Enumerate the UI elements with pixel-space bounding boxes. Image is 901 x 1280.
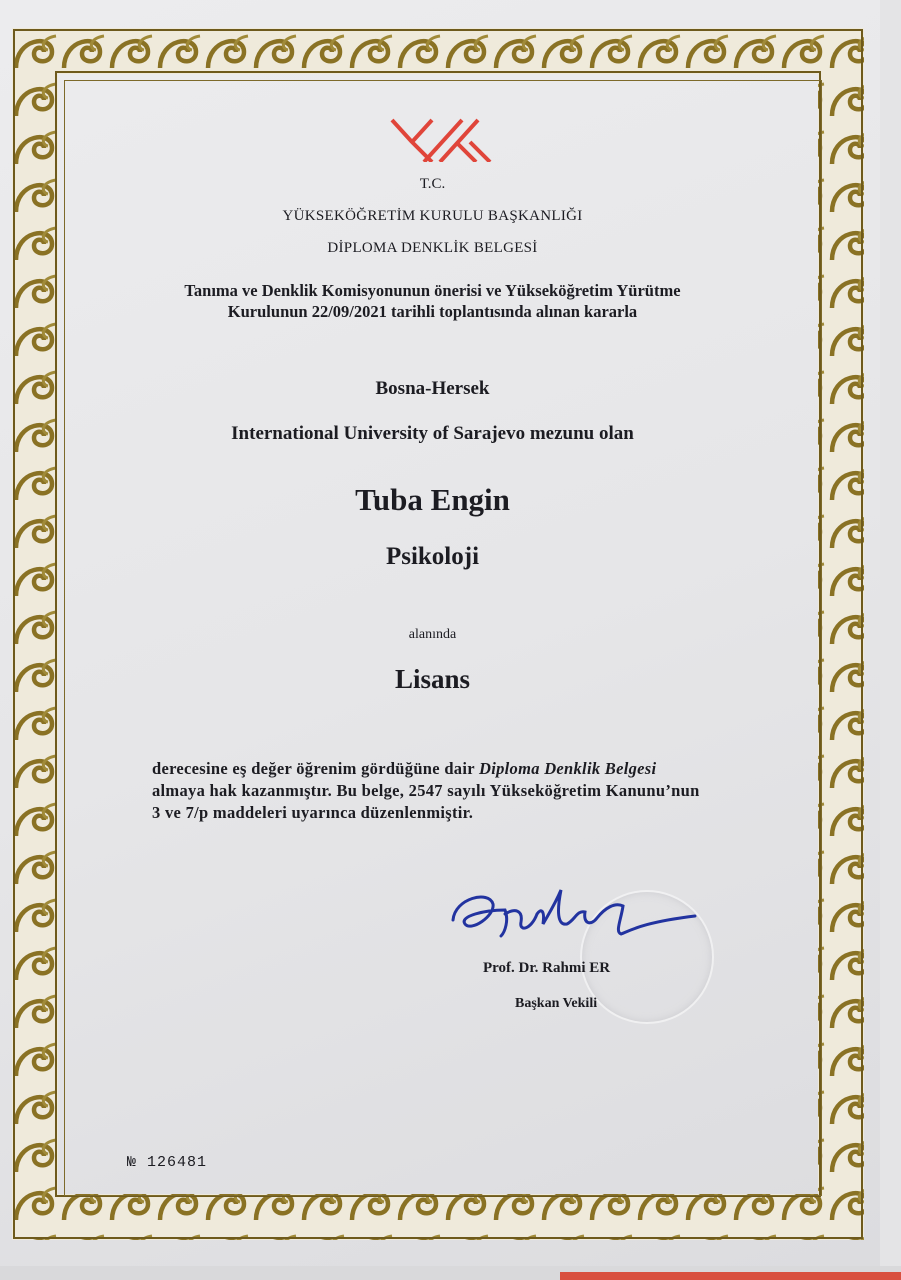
field-suffix: alanında [408,627,457,642]
university-line: International University of Sarajevo mezunu olan [231,423,634,444]
degree: Lisans [394,664,471,694]
body-line-1-italic: Diploma Denklik Belgesi [479,759,657,778]
document-number: № 126481 [127,1154,208,1171]
red-strip [560,1272,901,1280]
institution-name: YÜKSEKÖĞRETİM KURULU BAŞKANLIĞI [282,208,583,224]
body-line-1: derecesine eş değer öğrenim gördüğüne dair [152,759,479,778]
signatory-name: Prof. Dr. Rahmi ER [483,960,611,976]
body-line-3: 3 ve 7/p maddeleri uyarınca düzenlenmiştir. [152,803,474,822]
document-title: DİPLOMA DENKLİK BELGESİ [327,240,538,256]
graduate-name: Tuba Engin [355,482,510,517]
body-paragraph [152,758,792,824]
signature [445,880,705,955]
yok-logo [390,118,494,167]
body-line-2: almaya hak kazanmıştır. Bu belge, 2547 sayılı Yükseköğretim Kanunu’nun [152,781,700,800]
signatory-title: Başkan Vekili [515,996,598,1011]
intro-line-1: Tanıma ve Denklik Komisyonunun önerisi ve Yükseköğretim Yürütme [184,281,681,300]
intro-line-2: Kurulunun 22/09/2021 tarihli toplantısında alınan kararla [227,302,638,321]
field: Psikoloji [385,543,480,570]
country: Bosna-Hersek [375,378,490,399]
tc-label: T.C. [419,176,446,192]
